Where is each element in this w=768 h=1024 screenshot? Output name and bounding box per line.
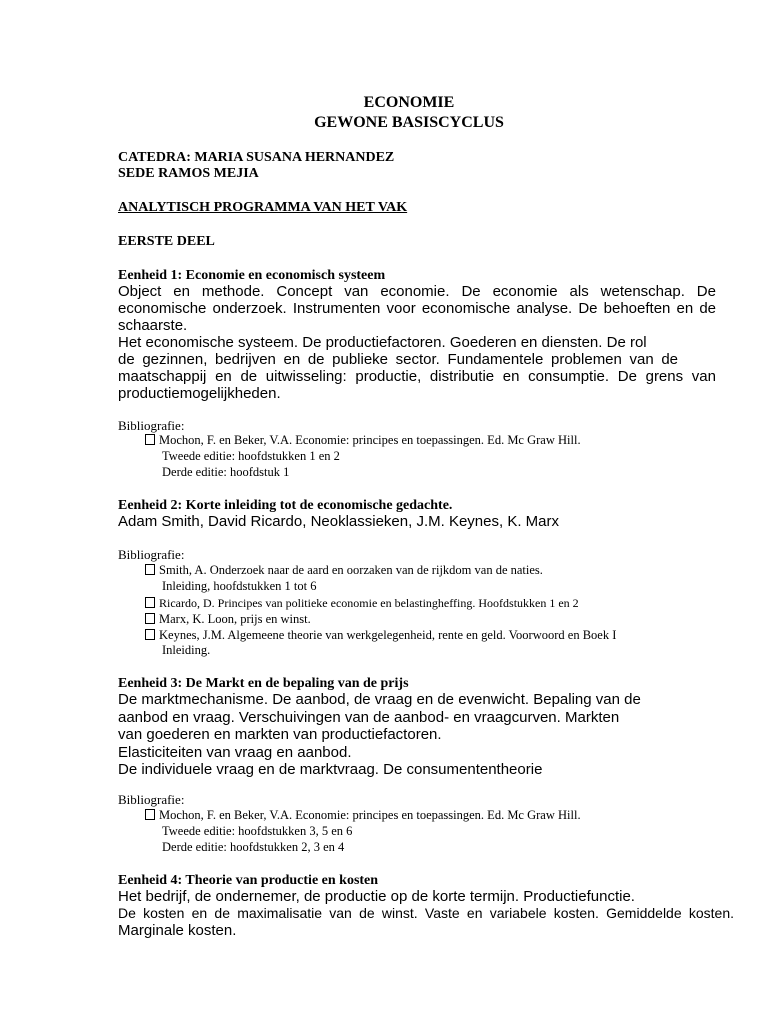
- bullet-icon: [145, 613, 155, 624]
- sede-line: SEDE RAMOS MEJIA: [118, 166, 259, 181]
- unit-1-bib-label: Bibliografie:: [118, 418, 185, 433]
- unit-1-line: de gezinnen, bedrijven en de publieke sector. Fundamentele problemen van de: [118, 351, 678, 368]
- unit-3-line: aanbod en vraag. Verschuivingen van de aanbod- en vraagcurven. Markten: [118, 708, 620, 726]
- bullet-icon: [145, 564, 155, 575]
- unit-3-line: van goederen en markten van productiefactoren.: [118, 726, 442, 743]
- unit-2-bib-sub: Inleiding.: [162, 643, 211, 657]
- unit-1-line: productiemogelijkheden.: [118, 385, 281, 402]
- unit-1-bib-sub: Derde editie: hoofdstuk 1: [162, 465, 290, 479]
- unit-3-bib-sub: Derde editie: hoofdstukken 2, 3 en 4: [162, 840, 345, 854]
- bullet-icon: [145, 434, 155, 445]
- catedra-line: CATEDRA: MARIA SUSANA HERNANDEZ: [118, 150, 395, 165]
- unit-3-line: De marktmechanisme. De aanbod, de vraag en de evenwicht. Bepaling van de: [118, 691, 641, 708]
- unit-1-line: schaarste.: [118, 317, 188, 334]
- bullet-icon: [145, 597, 155, 608]
- unit-2-bib-item: Ricardo, D. Principes van politieke economie en belastingheffing. Hoofdstukken 1 en 2: [145, 596, 579, 611]
- unit-3-text: [118, 691, 641, 779]
- unit-4-line: Marginale kosten.: [118, 922, 237, 939]
- document-title: ECONOMIE: [363, 94, 455, 111]
- bullet-icon: [145, 629, 155, 640]
- unit-2-bib-label: Bibliografie:: [118, 547, 185, 562]
- unit-3-line: De individuele vraag en de marktvraag. De consumententheorie: [118, 761, 543, 778]
- unit-1-line: maatschappij en de uitwisseling: productie, distributie en consumptie. De grens van: [118, 368, 716, 385]
- unit-1-heading: Eenheid 1: Economie en economisch systeem: [118, 268, 386, 283]
- unit-3-bib-label: Bibliografie:: [118, 792, 185, 807]
- part-heading: EERSTE DEEL: [118, 234, 215, 249]
- unit-1-text: [118, 283, 716, 402]
- unit-1-line: Object en methode. Concept van economie. De economie als wetenschap. De: [118, 283, 716, 300]
- unit-2-bib-item: Keynes, J.M. Algemeene theorie van werkgelegenheid, rente en geld. Voorwoord en Boek I: [145, 628, 616, 643]
- unit-4-line: Het bedrijf, de ondernemer, de productie op de korte termijn. Productiefunctie.: [118, 888, 635, 905]
- unit-1-bib-sub: Tweede editie: hoofdstukken 1 en 2: [162, 449, 340, 463]
- document-subtitle: GEWONE BASISCYCLUS: [314, 114, 504, 131]
- unit-2-bib-item: Marx, K. Loon, prijs en winst.: [145, 612, 311, 627]
- unit-2-heading: Eenheid 2: Korte inleiding tot de economische gedachte.: [118, 498, 453, 513]
- unit-3-line: Elasticiteiten van vraag en aanbod.: [118, 743, 352, 761]
- unit-4-line: De kosten en de maximalisatie van de winst. Vaste en variabele kosten. Gemiddelde kosten.: [118, 905, 734, 921]
- unit-2-bib-sub: Inleiding, hoofdstukken 1 tot 6: [162, 579, 317, 593]
- unit-1-line: economische onderzoek. Instrumenten voor economische analyse. De behoeften en de: [118, 300, 716, 317]
- unit-4-heading: Eenheid 4: Theorie van productie en kosten: [118, 873, 379, 888]
- unit-2-bib-item: Smith, A. Onderzoek naar de aard en oorzaken van de rijkdom van de naties.: [145, 563, 543, 578]
- unit-3-bib-item: Mochon, F. en Beker, V.A. Economie: principes en toepassingen. Ed. Mc Graw Hill.: [145, 808, 581, 823]
- unit-1-line: Het economische systeem. De productiefactoren. Goederen en diensten. De rol: [118, 334, 647, 351]
- unit-3-bib-sub: Tweede editie: hoofdstukken 3, 5 en 6: [162, 824, 353, 838]
- bullet-icon: [145, 809, 155, 820]
- unit-3-heading: Eenheid 3: De Markt en de bepaling van de prijs: [118, 676, 409, 691]
- program-heading: ANALYTISCH PROGRAMMA VAN HET VAK: [118, 200, 408, 215]
- unit-2-line: Adam Smith, David Ricardo, Neoklassieken, J.M. Keynes, K. Marx: [118, 513, 559, 530]
- unit-1-bib-item: Mochon, F. en Beker, V.A. Economie: principes en toepassingen. Ed. Mc Graw Hill.: [145, 433, 581, 448]
